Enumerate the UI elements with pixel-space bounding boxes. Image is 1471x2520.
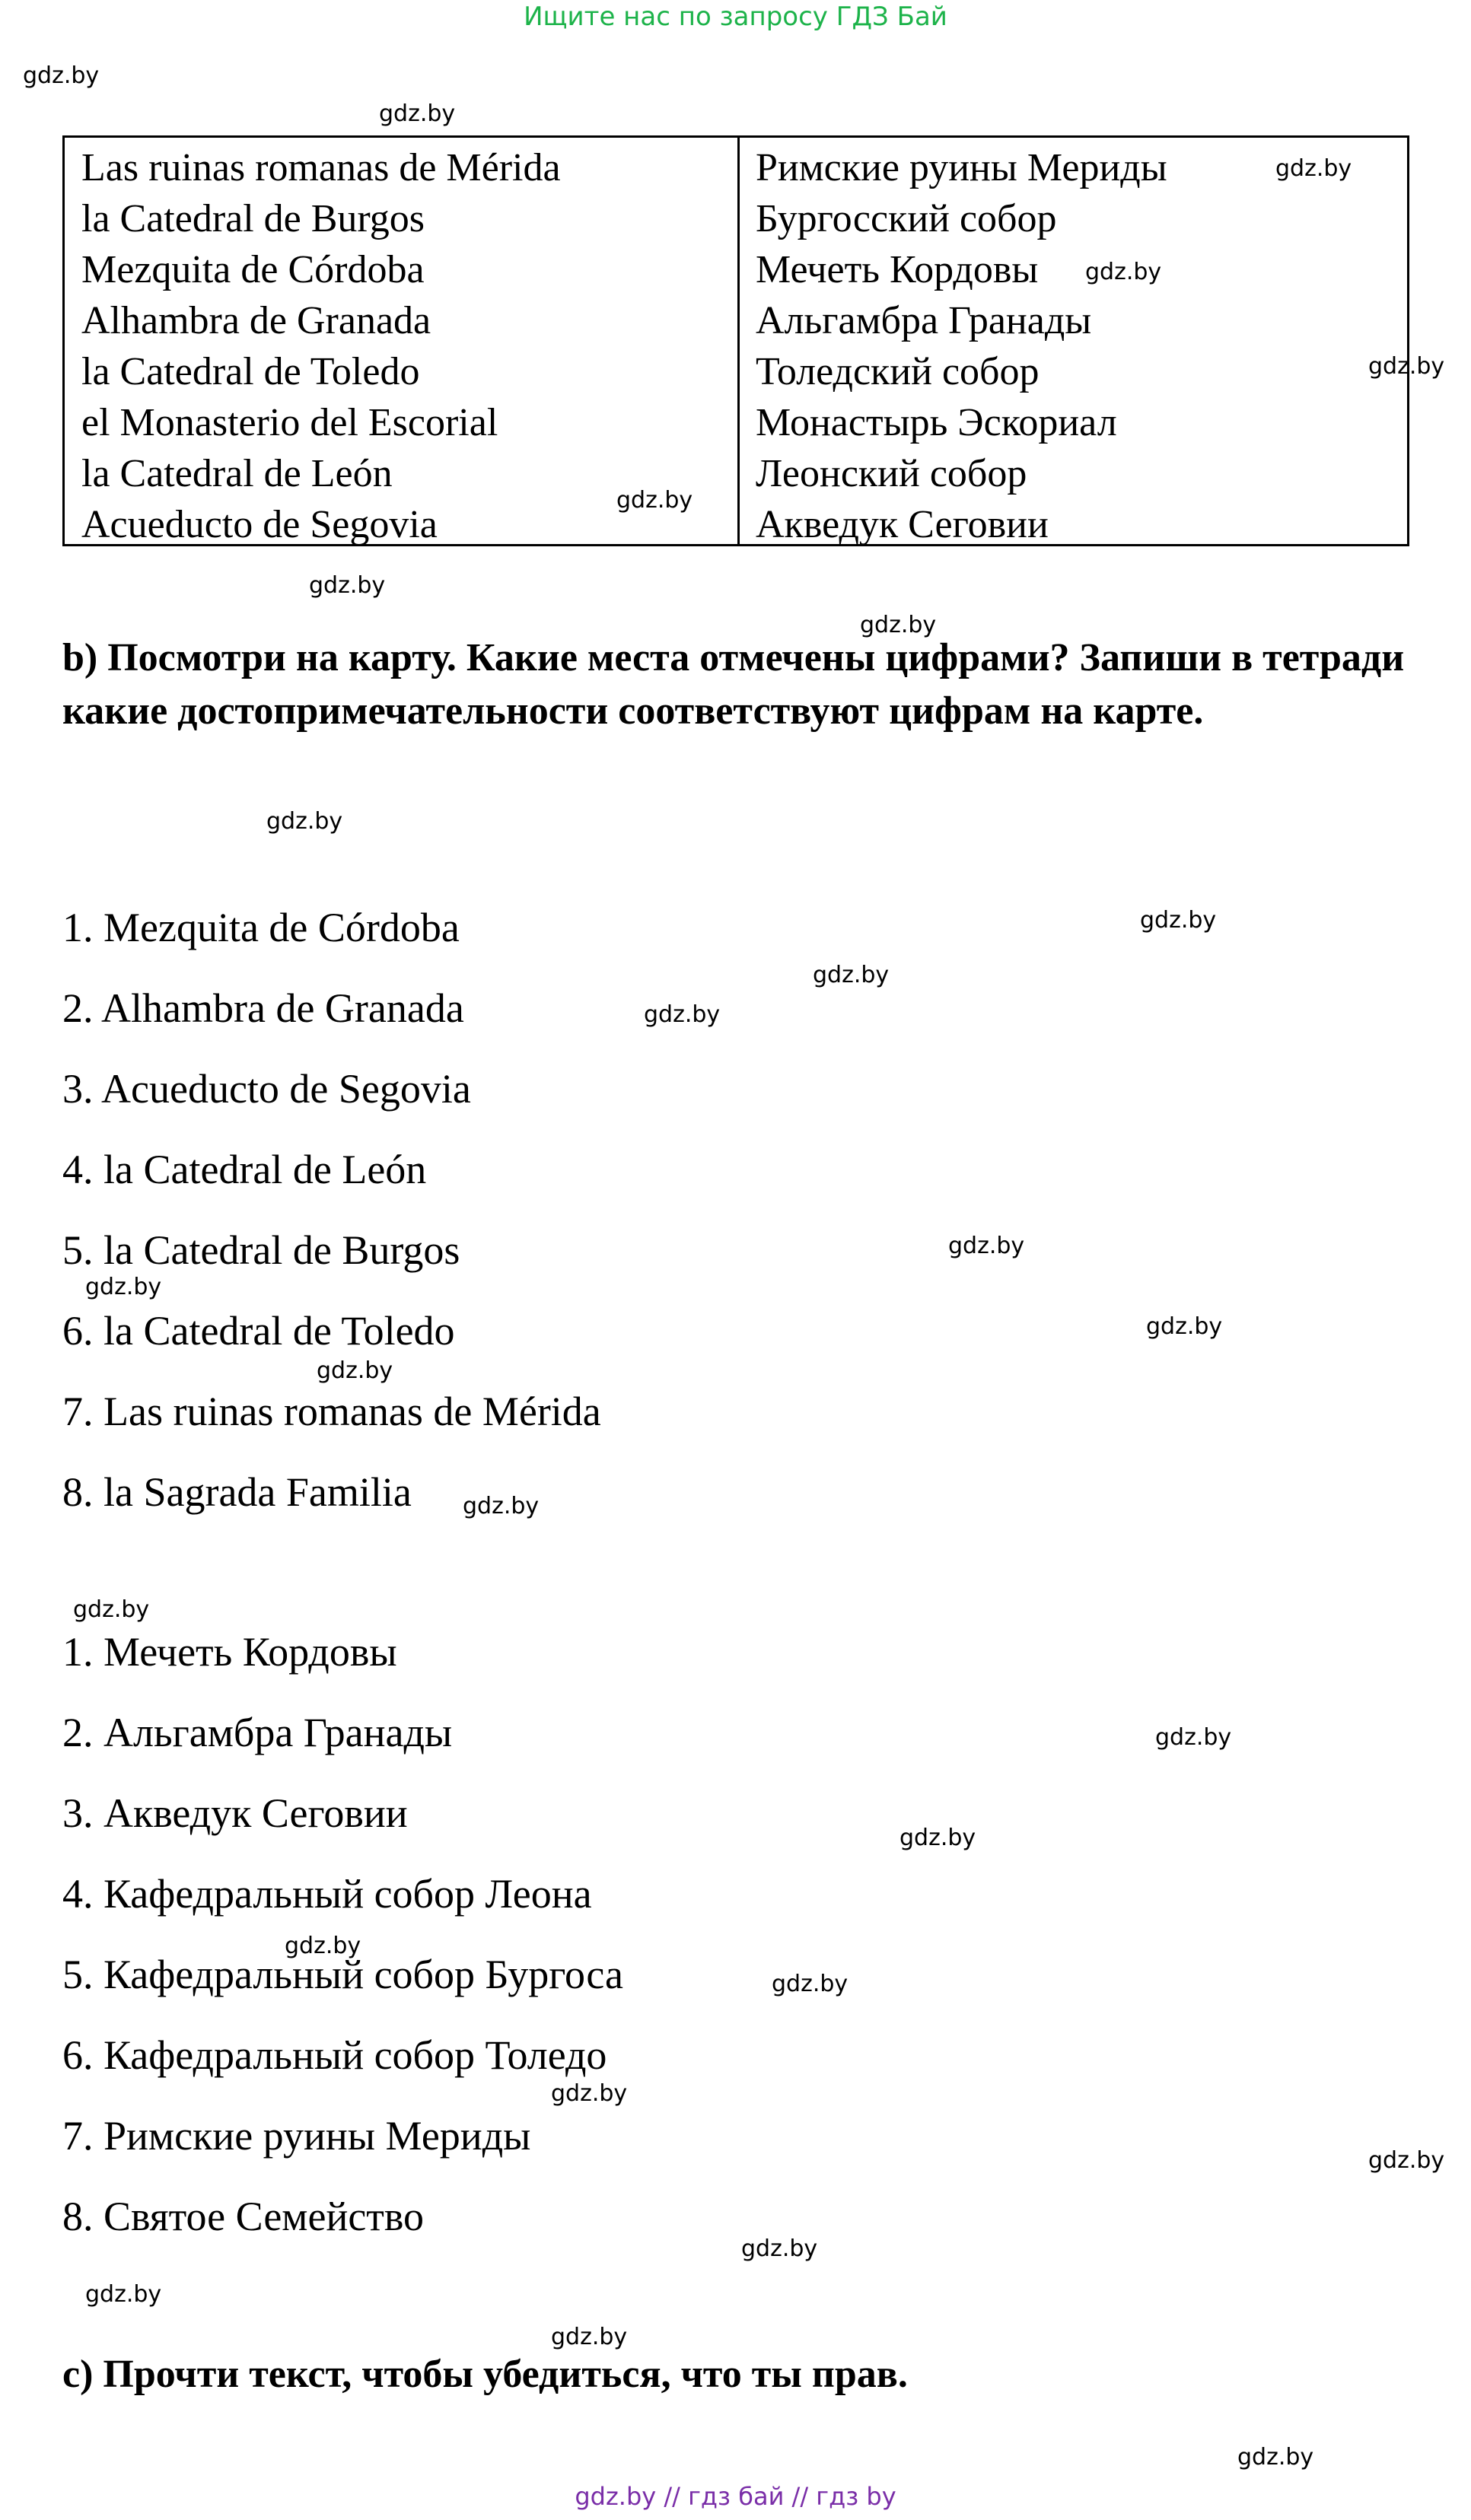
watermark: gdz.by — [317, 1357, 393, 1384]
list-item: 4. la Catedral de León — [62, 1147, 427, 1192]
watermark: gdz.by — [860, 612, 937, 638]
watermark: gdz.by — [73, 1596, 150, 1623]
list-item: 4. Кафедральный собор Леона — [62, 1871, 592, 1917]
watermark: gdz.by — [772, 1971, 849, 1997]
watermark: gdz.by — [1085, 259, 1162, 285]
watermark: gdz.by — [1368, 353, 1445, 380]
list-item: 6. la Catedral de Toledo — [62, 1308, 455, 1354]
table-cell-es: Las ruinas romanas de Mérida — [81, 146, 561, 189]
table-cell-es: la Catedral de Burgos — [81, 197, 425, 240]
watermark: gdz.by — [1368, 2147, 1445, 2174]
watermark: gdz.by — [948, 1233, 1025, 1259]
table-divider — [737, 138, 740, 544]
answer-list-russian — [62, 1612, 623, 2257]
watermark: gdz.by — [741, 2235, 818, 2262]
table-cell-es: Acueducto de Segovia — [81, 503, 438, 546]
watermark: gdz.by — [85, 1274, 162, 1300]
russian-column — [756, 142, 1167, 550]
watermark: gdz.by — [1140, 907, 1217, 934]
spanish-column — [81, 142, 561, 550]
table-cell-ru: Леонский собор — [756, 452, 1027, 495]
watermark: gdz.by — [85, 2281, 162, 2308]
table-cell-es: la Catedral de León — [81, 452, 393, 495]
watermark: gdz.by — [285, 1933, 361, 1959]
vocabulary-table — [62, 135, 1409, 546]
watermark: gdz.by — [551, 2080, 628, 2107]
watermark: gdz.by — [813, 962, 890, 988]
list-item: 8. Святое Семейство — [62, 2194, 425, 2239]
list-item: 5. Кафедральный собор Бургоса — [62, 1952, 623, 1997]
list-item: 5. la Catedral de Burgos — [62, 1227, 460, 1273]
list-item: 1. Мечеть Кордовы — [62, 1629, 397, 1675]
table-cell-es: Alhambra de Granada — [81, 299, 431, 342]
table-cell-ru: Толедский собор — [756, 350, 1040, 393]
watermark: gdz.by — [266, 808, 343, 835]
table-cell-es: Mezquita de Córdoba — [81, 248, 425, 291]
watermark: gdz.by — [1146, 1313, 1223, 1340]
table-cell-ru: Мечеть Кордовы — [756, 248, 1039, 291]
list-item: 2. Альгамбра Гранады — [62, 1710, 453, 1755]
task-c-heading: c) Прочти текст, чтобы убедиться, что ты прав. — [62, 2353, 908, 2396]
task-b-heading: b) Посмотри на карту. Какие места отмечены цифрами? Запиши в тетради какие достопримечательности соответствуют цифрам на карте. — [62, 636, 1405, 733]
table-cell-es: la Catedral de Toledo — [81, 350, 420, 393]
watermark: gdz.by — [23, 62, 100, 89]
watermark: gdz.by — [551, 2324, 628, 2350]
list-item: 2. Alhambra de Granada — [62, 985, 464, 1031]
list-item: 8. la Sagrada Familia — [62, 1469, 412, 1515]
watermark: gdz.by — [309, 572, 386, 599]
table-cell-ru: Монастырь Эскориал — [756, 401, 1117, 444]
list-item: 1. Mezquita de Córdoba — [62, 905, 460, 950]
list-item: 3. Акведук Сеговии — [62, 1790, 408, 1836]
list-item: 6. Кафедральный собор Толедо — [62, 2032, 607, 2078]
watermark: gdz.by — [463, 1493, 540, 1519]
watermark: gdz.by — [1237, 2444, 1314, 2471]
answer-list-spanish — [62, 887, 601, 1532]
table-cell-ru: Римские руины Мериды — [756, 146, 1167, 189]
table-cell-ru: Альгамбра Гранады — [756, 299, 1092, 342]
table-cell-ru: Акведук Сеговии — [756, 503, 1049, 546]
watermark: gdz.by — [899, 1825, 976, 1851]
top-banner[interactable]: Ищите нас по запросу ГДЗ Бай — [524, 2, 947, 32]
list-item: 7. Las ruinas romanas de Mérida — [62, 1389, 601, 1434]
watermark: gdz.by — [379, 100, 456, 127]
watermark: gdz.by — [644, 1001, 721, 1028]
watermark: gdz.by — [1155, 1724, 1232, 1751]
watermark: gdz.by — [616, 487, 693, 514]
list-item: 7. Римские руины Мериды — [62, 2113, 531, 2159]
list-item: 3. Acueducto de Segovia — [62, 1066, 471, 1112]
footer-links[interactable]: gdz.by // гдз бай // гдз by — [575, 2482, 896, 2511]
table-cell-ru: Бургосский собор — [756, 197, 1057, 240]
watermark: gdz.by — [1275, 155, 1352, 182]
table-cell-es: el Monasterio del Escorial — [81, 401, 498, 444]
